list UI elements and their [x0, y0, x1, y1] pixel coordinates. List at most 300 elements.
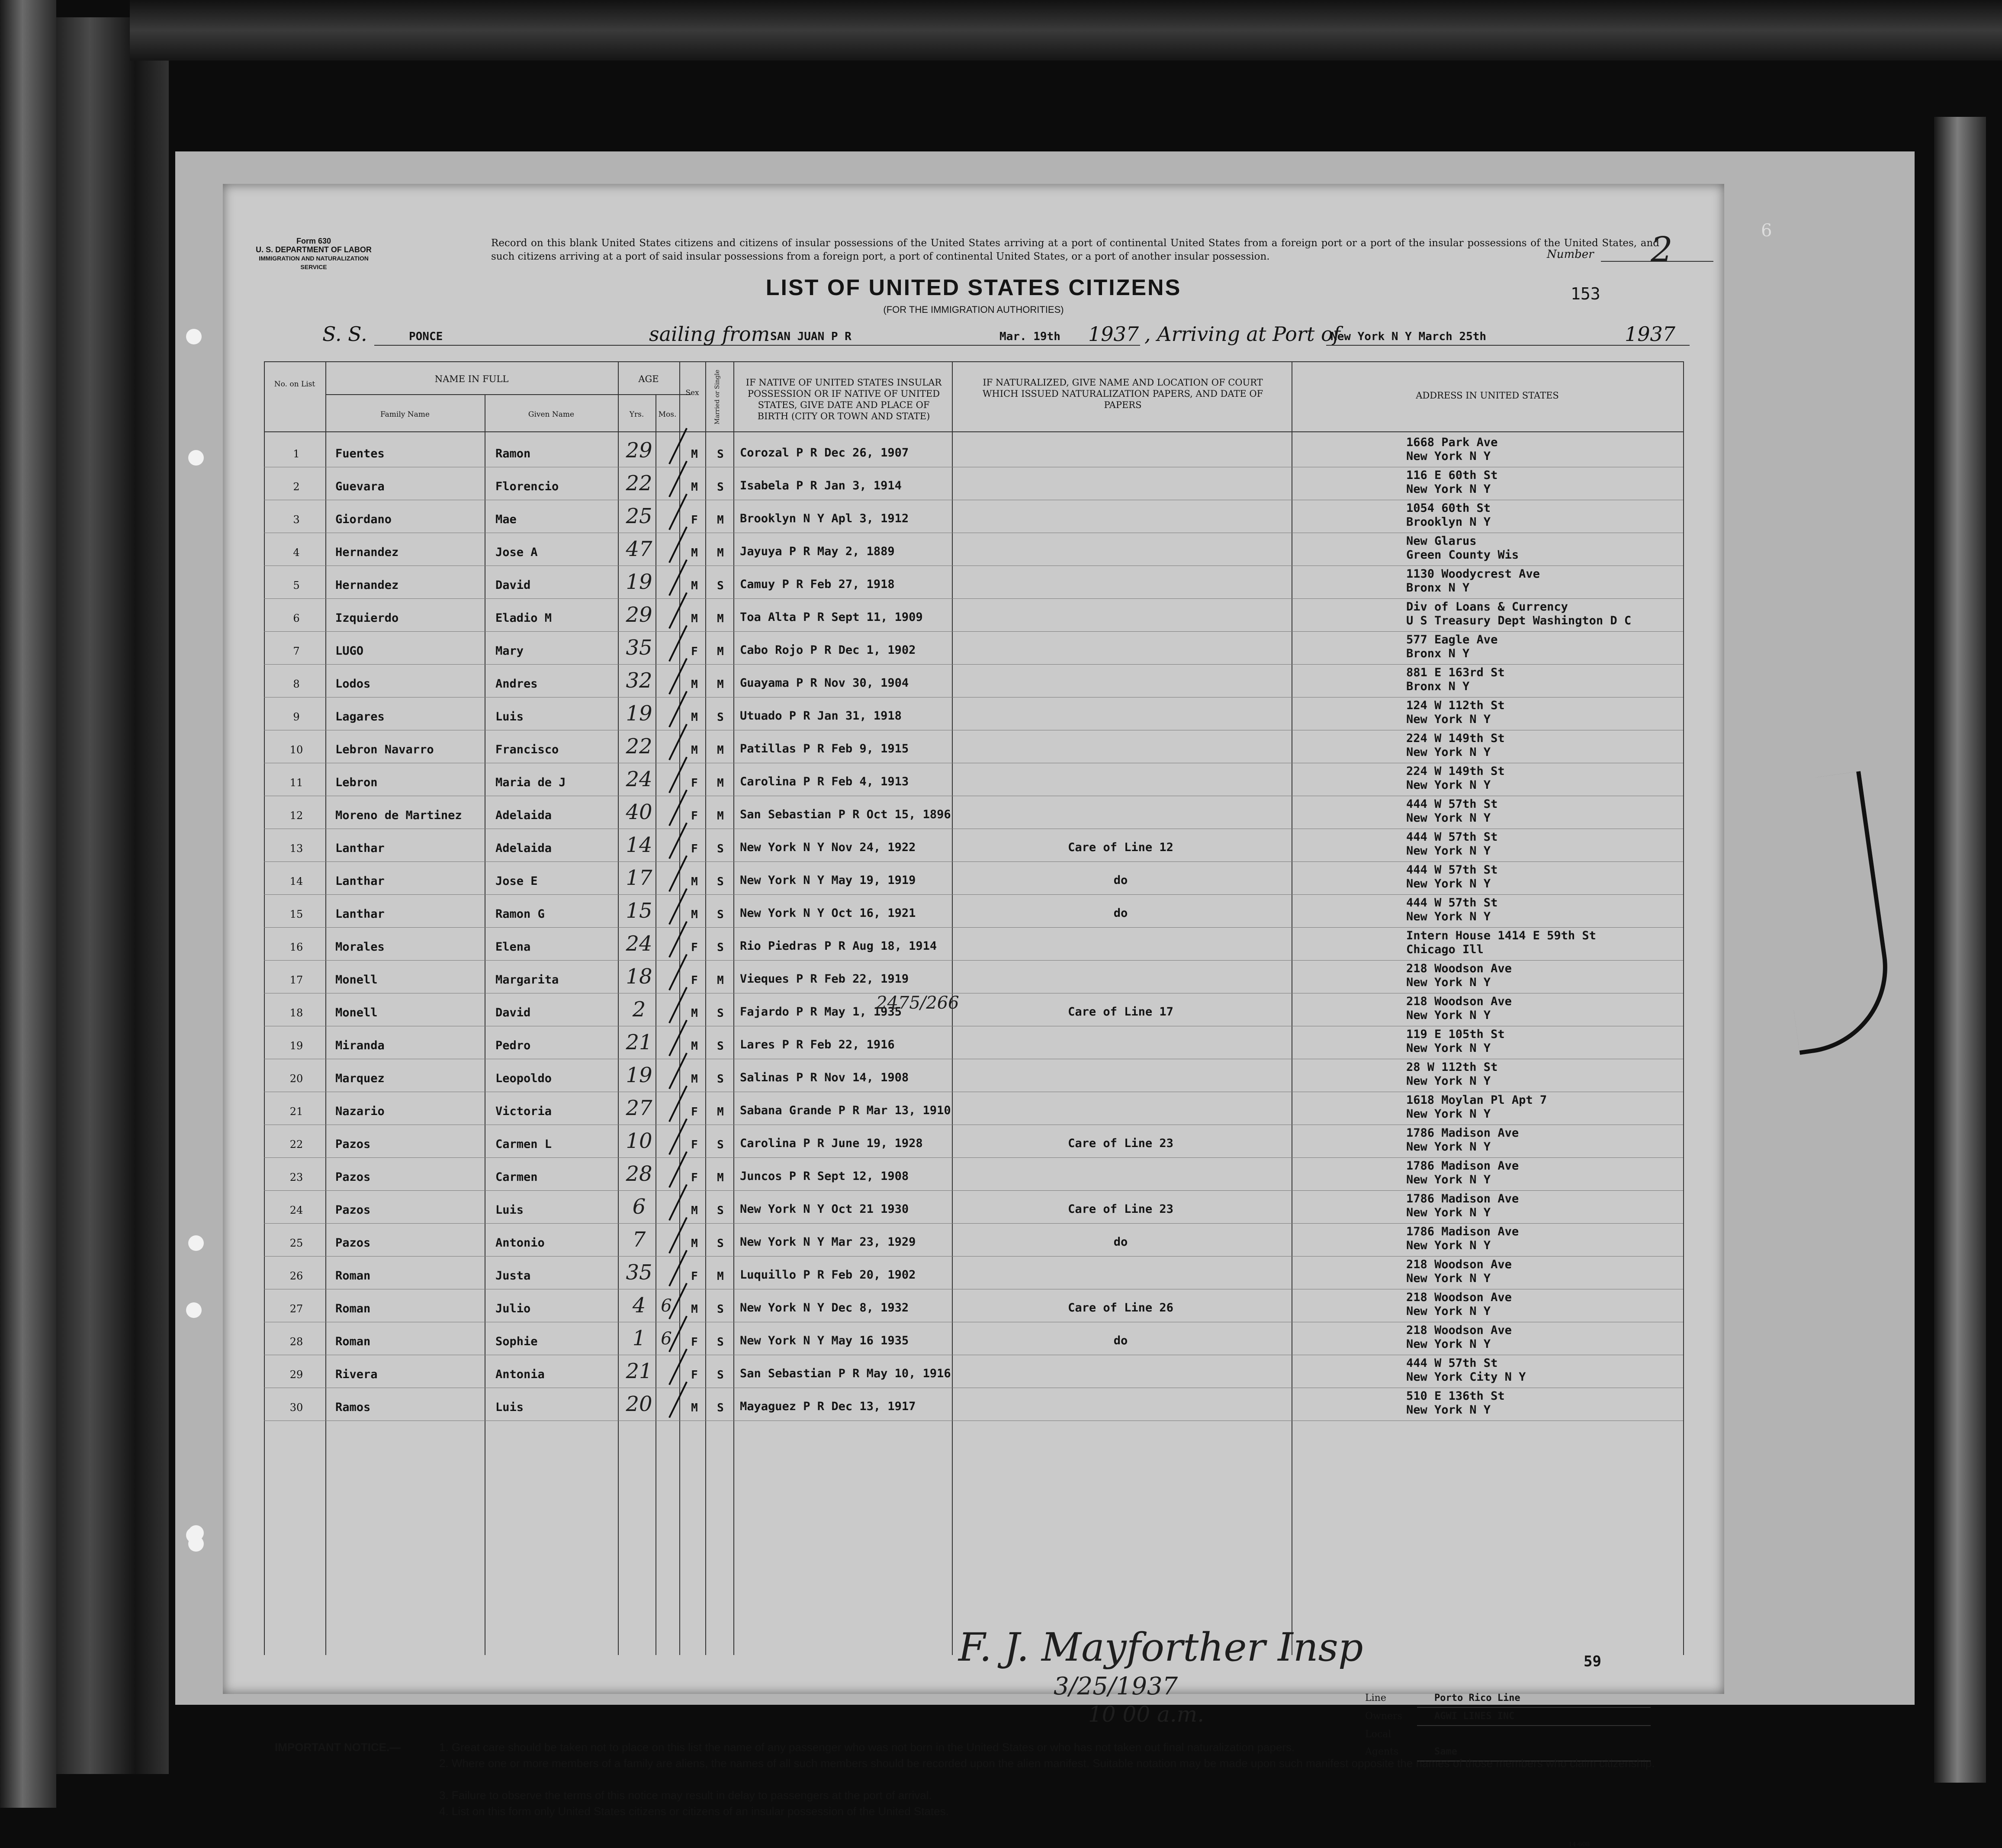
- address-line-2: New York N Y: [1406, 1403, 1491, 1417]
- punch-hole: [186, 1302, 202, 1318]
- table-row: [264, 895, 1670, 928]
- marital-status: S: [717, 1007, 724, 1020]
- family-name: Lagares: [335, 710, 385, 723]
- address-line-1: 881 E 163rd St: [1406, 666, 1505, 679]
- age-years: 21: [626, 1030, 652, 1054]
- family-name: Fuentes: [335, 447, 385, 460]
- age-years: 19: [626, 570, 652, 594]
- sex: M: [691, 1040, 698, 1053]
- arriving-label: , Arriving at Port of: [1144, 322, 1340, 346]
- sex: M: [691, 908, 698, 921]
- film-strip-left: [56, 17, 169, 1774]
- given-name: Antonia: [495, 1368, 545, 1381]
- table-row: [264, 862, 1670, 895]
- row-number: 9: [293, 711, 300, 723]
- marital-status: S: [717, 842, 724, 855]
- row-rule: [264, 631, 1683, 632]
- row-rule: [264, 664, 1683, 665]
- given-name: Luis: [495, 1203, 524, 1217]
- table-row: [264, 501, 1670, 534]
- marital-status: S: [717, 1040, 724, 1053]
- row-rule: [264, 960, 1683, 961]
- service-name: IMMIGRATION AND NATURALIZATION SERVICE: [259, 255, 369, 270]
- age-years: 4: [632, 1293, 646, 1318]
- family-name: Morales: [335, 940, 385, 954]
- sex: F: [691, 1336, 698, 1349]
- given-name: Luis: [495, 710, 524, 723]
- address-line-2: New York N Y: [1406, 778, 1491, 792]
- birth-place-date: San Sebastian P R Oct 15, 1896: [740, 808, 951, 821]
- naturalization: do: [1113, 906, 1128, 920]
- birth-place-date: New York N Y Mar 23, 1929: [740, 1235, 916, 1249]
- row-number: 10: [289, 744, 303, 756]
- row-number: 4: [293, 546, 300, 559]
- page-subtitle: (FOR THE IMMIGRATION AUTHORITIES): [883, 304, 1064, 315]
- col-header-yrs: Yrs.: [629, 410, 644, 419]
- edge-mark: 6: [1761, 221, 1772, 241]
- age-years: 29: [626, 603, 652, 627]
- table-row: [264, 1093, 1670, 1125]
- marital-status: S: [717, 941, 724, 954]
- row-number: 25: [289, 1237, 303, 1249]
- family-name: Marquez: [335, 1072, 385, 1085]
- marital-status: M: [717, 678, 724, 691]
- page-title: LIST OF UNITED STATES CITIZENS: [765, 275, 1182, 300]
- important-notice: [275, 1739, 1685, 1818]
- given-name: Antonio: [495, 1236, 545, 1250]
- address-line-1: 116 E 60th St: [1406, 469, 1498, 482]
- table-row: [264, 928, 1670, 961]
- address-line-1: 1054 60th St: [1406, 501, 1491, 515]
- punch-hole: [186, 329, 202, 344]
- birth-place-date: Sabana Grande P R Mar 13, 1910: [740, 1104, 951, 1117]
- row-number: 18: [289, 1007, 303, 1019]
- marital-status: M: [717, 1106, 724, 1118]
- age-years: 2: [632, 997, 646, 1022]
- birth-place-date: Guayama P R Nov 30, 1904: [740, 676, 909, 690]
- sex: M: [691, 481, 698, 494]
- address-line-2: New York N Y: [1406, 910, 1491, 923]
- address-line-2: New York N Y: [1406, 1074, 1491, 1088]
- line-value: Porto Rico Line: [1417, 1690, 1651, 1708]
- address-line-2: New York N Y: [1406, 1272, 1491, 1285]
- sex: M: [691, 579, 698, 592]
- age-years: 20: [626, 1392, 652, 1416]
- sex: M: [691, 1073, 698, 1086]
- birth-place-date: Cabo Rojo P R Dec 1, 1902: [740, 643, 916, 657]
- sex: M: [691, 1007, 698, 1020]
- marital-status: S: [717, 1138, 724, 1151]
- sex: F: [691, 842, 698, 855]
- address-line-1: 1786 Madison Ave: [1406, 1159, 1519, 1173]
- birth-place-date: Luquillo P R Feb 20, 1902: [740, 1268, 916, 1282]
- birth-place-date: Utuado P R Jan 31, 1918: [740, 709, 902, 723]
- sex: M: [691, 1303, 698, 1316]
- marital-status: S: [717, 448, 724, 461]
- birth-place-date: San Sebastian P R May 10, 1916: [740, 1367, 951, 1380]
- table-row: [264, 599, 1670, 632]
- film-edge-left: [0, 0, 56, 1808]
- age-years: 24: [626, 932, 652, 956]
- birth-place-date: New York N Y May 19, 1919: [740, 874, 916, 887]
- row-number: 15: [289, 908, 303, 920]
- sex: F: [691, 1270, 698, 1283]
- table-row: [264, 1257, 1670, 1290]
- header-bottom-rule: [264, 431, 1683, 432]
- intro-text: Record on this blank United States citizens and citizens of insular possessions of the United States arriving at a port of continental United States from a foreign port or a port of the insular possessions of the United States, and such citizens arriving at a port of said insular possessions from a foreign port, a port of continental United States, or a port of another insular possession.: [491, 238, 1659, 262]
- address-line-2: Brooklyn N Y: [1406, 515, 1491, 529]
- address-line-2: New York N Y: [1406, 844, 1491, 858]
- agents-label: Local Agents: [1365, 1729, 1399, 1757]
- sex: F: [691, 1171, 698, 1184]
- number-label: Number: [1547, 248, 1594, 261]
- age-years: 35: [626, 636, 652, 660]
- address-line-1: 1618 Moylan Pl Apt 7: [1406, 1093, 1547, 1107]
- ss-label: S. S.: [322, 322, 367, 346]
- sex: M: [691, 1237, 698, 1250]
- given-name: Andres: [495, 677, 538, 691]
- row17-code: 2475/266: [876, 993, 959, 1013]
- notice-item-2: 2. Where one or more members of a family are aliens, the names of all such members should be recorded upon the alien manifest. Suitable notation may be made upon such manifest opposite the names of those members who claim citizenship.: [439, 1757, 1655, 1770]
- address-line-2: New York N Y: [1406, 1337, 1491, 1351]
- address-line-1: 218 Woodson Ave: [1406, 1324, 1512, 1337]
- age-years: 22: [626, 734, 652, 758]
- address-line-2: Bronx N Y: [1406, 680, 1470, 693]
- row-number: 12: [289, 810, 303, 822]
- row-number: 21: [289, 1106, 303, 1118]
- col-header-married: Married or Single: [714, 370, 721, 425]
- given-name: Mary: [495, 644, 524, 658]
- family-name: Miranda: [335, 1039, 385, 1052]
- family-name: Lanthar: [335, 842, 385, 855]
- row-number: 19: [289, 1040, 303, 1052]
- age-years: 17: [626, 866, 652, 890]
- sex: M: [691, 711, 698, 724]
- table-row: [264, 698, 1670, 731]
- family-name: Guevara: [335, 480, 385, 493]
- family-name: Monell: [335, 1006, 378, 1019]
- given-name: Margarita: [495, 973, 559, 987]
- birth-place-date: Isabela P R Jan 3, 1914: [740, 479, 902, 492]
- owners-label: Owners: [1365, 1711, 1402, 1722]
- table-right-rule: [1683, 361, 1684, 1655]
- table-row: [264, 1125, 1670, 1158]
- sex: M: [691, 744, 698, 757]
- sex: F: [691, 1138, 698, 1151]
- given-name: Ramon: [495, 447, 531, 460]
- given-name: Julio: [495, 1302, 531, 1315]
- department-name: U. S. DEPARTMENT OF LABOR: [256, 245, 372, 254]
- sex: F: [691, 941, 698, 954]
- age-years: 40: [626, 800, 652, 824]
- year-2: 1937: [1625, 322, 1676, 346]
- given-name: Justa: [495, 1269, 531, 1282]
- address-line-2: New York N Y: [1406, 450, 1491, 463]
- row-number: 28: [289, 1336, 303, 1348]
- age-years: 1: [632, 1326, 646, 1350]
- age-years: 15: [626, 899, 652, 923]
- col-header-name: NAME IN FULL: [434, 374, 509, 384]
- age-years: 14: [626, 833, 652, 857]
- age-years: 19: [626, 701, 652, 726]
- row-number: 13: [289, 842, 303, 855]
- address-line-2: New York N Y: [1406, 1206, 1491, 1219]
- row-number: 7: [293, 645, 300, 657]
- marital-status: M: [717, 1270, 724, 1283]
- given-name: Eladio M: [495, 611, 552, 625]
- naturalization: do: [1113, 874, 1128, 887]
- col-header-address: ADDRESS IN UNITED STATES: [1416, 390, 1559, 401]
- row-number: 27: [289, 1303, 303, 1315]
- age-months: 6: [661, 1296, 672, 1316]
- sex: F: [691, 974, 698, 987]
- given-name: Victoria: [495, 1105, 552, 1118]
- marital-status: M: [717, 974, 724, 987]
- from-port: SAN JUAN P R: [770, 330, 852, 343]
- address-line-2: New York N Y: [1406, 1009, 1491, 1022]
- line-label: Line: [1365, 1693, 1386, 1703]
- sex: F: [691, 1106, 698, 1118]
- given-name: Luis: [495, 1401, 524, 1414]
- address-line-2: New York City N Y: [1406, 1370, 1526, 1384]
- address-line-1: 28 W 112th St: [1406, 1061, 1498, 1074]
- family-name: Moreno de Martinez: [335, 809, 462, 822]
- row-number: 17: [289, 974, 303, 986]
- agents-value: Same: [1417, 1743, 1651, 1761]
- given-name: Leopoldo: [495, 1072, 552, 1085]
- row-number: 29: [289, 1369, 303, 1381]
- sex: F: [691, 1369, 698, 1382]
- address-line-1: 444 W 57th St: [1406, 797, 1498, 811]
- row-number: 22: [289, 1138, 303, 1151]
- given-name: Florencio: [495, 480, 559, 493]
- family-name: Monell: [335, 973, 378, 987]
- table-row: [264, 1323, 1670, 1356]
- notice-heading: IMPORTANT NOTICE.—: [275, 1741, 401, 1754]
- row-number: 8: [293, 678, 300, 690]
- family-name: Hernandez: [335, 546, 399, 559]
- sex: M: [691, 1401, 698, 1414]
- address-line-1: 224 W 149th St: [1406, 732, 1505, 745]
- given-name: Jose E: [495, 874, 538, 888]
- birth-place-date: Rio Piedras P R Aug 18, 1914: [740, 939, 937, 953]
- col-header-birth: IF NATIVE OF UNITED STATES INSULAR POSSESSION OR IF NATIVE OF UNITED STATES, GIVE DATE AND PLACE OF BIRTH (CITY OR TOWN AND STATE): [746, 377, 942, 421]
- address-line-2: New York N Y: [1406, 1305, 1491, 1318]
- marital-status: M: [717, 777, 724, 790]
- marital-status: M: [717, 612, 724, 625]
- row-rule: [264, 1190, 1683, 1191]
- age-years: 18: [626, 964, 652, 989]
- row-number: 3: [293, 514, 300, 526]
- age-years: 32: [626, 668, 652, 693]
- marital-status: S: [717, 1336, 724, 1349]
- address-line-2: New York N Y: [1406, 976, 1491, 989]
- check-mark: [668, 428, 688, 464]
- address-line-1: 577 Eagle Ave: [1406, 633, 1498, 646]
- row-number: 6: [293, 612, 300, 624]
- age-years: 35: [626, 1260, 652, 1285]
- name-header-rule: [325, 394, 691, 395]
- age-years: 6: [632, 1195, 646, 1219]
- birth-place-date: Corozal P R Dec 26, 1907: [740, 446, 909, 460]
- row-rule: [264, 861, 1683, 862]
- row-rule: [264, 927, 1683, 928]
- age-years: 7: [632, 1228, 646, 1252]
- age-years: 27: [626, 1096, 652, 1120]
- address-line-1: 444 W 57th St: [1406, 896, 1498, 910]
- row-number: 14: [289, 875, 303, 887]
- address-line-1: Intern House 1414 E 59th St: [1406, 929, 1596, 942]
- family-name: Pazos: [335, 1203, 371, 1217]
- film-edge-top: [130, 0, 2002, 61]
- col-header-age: AGE: [638, 374, 659, 384]
- sex: M: [691, 612, 698, 625]
- address-line-2: New York N Y: [1406, 877, 1491, 890]
- form-code: 14-608: [1568, 1841, 1590, 1848]
- naturalization: Care of Line 17: [1068, 1005, 1173, 1019]
- address-line-1: New Glarus: [1406, 534, 1477, 548]
- sex: M: [691, 546, 698, 559]
- birth-place-date: New York N Y Oct 21 1930: [740, 1202, 909, 1216]
- address-line-1: 510 E 136th St: [1406, 1389, 1505, 1403]
- given-name: Mae: [495, 513, 517, 526]
- naturalization: do: [1113, 1235, 1128, 1249]
- family-name: Pazos: [335, 1138, 371, 1151]
- address-line-1: 124 W 112th St: [1406, 699, 1505, 712]
- family-name: Roman: [335, 1269, 371, 1282]
- year-1: 1937: [1088, 322, 1139, 346]
- age-years: 10: [626, 1129, 652, 1153]
- given-name: Francisco: [495, 743, 559, 756]
- birth-place-date: New York N Y Oct 16, 1921: [740, 906, 916, 920]
- sex: M: [691, 1204, 698, 1217]
- table-row: [264, 1158, 1670, 1191]
- row-number: 5: [293, 579, 300, 591]
- punch-hole: [188, 1525, 204, 1541]
- sex: F: [691, 810, 698, 823]
- notice-item-1: 1. Great care should be taken not to place on this list the name of any passenger who was not born in the United States or who has not taken out final naturalization papers.: [439, 1741, 1295, 1754]
- birth-place-date: Salinas P R Nov 14, 1908: [740, 1071, 909, 1084]
- address-line-1: 218 Woodson Ave: [1406, 962, 1512, 975]
- marital-status: S: [717, 875, 724, 888]
- address-line-2: New York N Y: [1406, 1173, 1491, 1186]
- given-name: Carmen L: [495, 1138, 552, 1151]
- family-name: Hernandez: [335, 579, 399, 592]
- address-line-2: New York N Y: [1406, 1239, 1491, 1252]
- birth-place-date: Lares P R Feb 22, 1916: [740, 1038, 895, 1051]
- given-name: David: [495, 579, 531, 592]
- address-line-1: 1786 Madison Ave: [1406, 1225, 1519, 1238]
- marital-status: S: [717, 908, 724, 921]
- table-row: [264, 797, 1670, 829]
- row-number: 2: [293, 481, 300, 493]
- film-strip-right: [1934, 117, 1986, 1783]
- form-header: [249, 237, 379, 271]
- row-rule: [264, 1223, 1683, 1224]
- address-line-1: 224 W 149th St: [1406, 765, 1505, 778]
- table-row: [264, 1388, 1670, 1421]
- sex: F: [691, 645, 698, 658]
- form-number: Form 630: [296, 237, 331, 245]
- address-line-1: 1130 Woodycrest Ave: [1406, 567, 1540, 581]
- family-name: Pazos: [335, 1170, 371, 1184]
- given-name: Jose A: [495, 546, 538, 559]
- marital-status: S: [717, 1369, 724, 1382]
- signature-time: 10 00 a.m.: [1088, 1702, 1205, 1727]
- family-name: Lanthar: [335, 907, 385, 921]
- signature-date: 3/25/1937: [1054, 1672, 1178, 1700]
- address-line-2: Green County Wis: [1406, 548, 1519, 562]
- page-stamp: 153: [1571, 284, 1600, 303]
- given-name: Adelaida: [495, 809, 552, 822]
- naturalization: Care of Line 23: [1068, 1202, 1173, 1216]
- family-name: Nazario: [335, 1105, 385, 1118]
- family-name: Roman: [335, 1335, 371, 1348]
- table-row: [264, 731, 1670, 764]
- address-line-1: 119 E 105th St: [1406, 1028, 1505, 1041]
- address-line-1: 1786 Madison Ave: [1406, 1192, 1519, 1205]
- punch-hole: [188, 450, 204, 466]
- address-line-1: Div of Loans & Currency: [1406, 600, 1568, 614]
- table-row: [264, 534, 1670, 566]
- sex: M: [691, 875, 698, 888]
- table-row: [264, 1060, 1670, 1093]
- family-name: Lodos: [335, 677, 371, 691]
- row-rule: [264, 1157, 1683, 1158]
- given-name: David: [495, 1006, 531, 1019]
- table-row: [264, 632, 1670, 665]
- birth-place-date: Carolina P R June 19, 1928: [740, 1137, 923, 1150]
- age-months: 6: [661, 1329, 672, 1349]
- age-years: 24: [626, 767, 652, 791]
- table-top-rule: [264, 361, 1683, 362]
- table-row: [264, 468, 1670, 501]
- age-years: 28: [626, 1162, 652, 1186]
- marital-status: S: [717, 1073, 724, 1086]
- address-line-2: Bronx N Y: [1406, 581, 1470, 595]
- age-years: 25: [626, 504, 652, 528]
- sex: F: [691, 777, 698, 790]
- marital-status: S: [717, 1237, 724, 1250]
- col-header-no: No. on List: [274, 380, 315, 389]
- family-name: Lebron Navarro: [335, 743, 434, 756]
- family-name: Izquierdo: [335, 611, 399, 625]
- given-name: Pedro: [495, 1039, 531, 1052]
- row-number: 23: [289, 1171, 303, 1183]
- col-header-sex: Sex: [685, 389, 699, 397]
- birth-place-date: Mayaguez P R Dec 13, 1917: [740, 1400, 916, 1413]
- address-line-2: New York N Y: [1406, 811, 1491, 825]
- row-number: 1: [293, 448, 300, 460]
- marital-status: S: [717, 481, 724, 494]
- age-years: 29: [626, 438, 652, 463]
- given-name: Sophie: [495, 1335, 538, 1348]
- marital-status: S: [717, 1303, 724, 1316]
- address-line-1: 1668 Park Ave: [1406, 436, 1498, 449]
- table-row: [264, 829, 1670, 862]
- family-name: Rivera: [335, 1368, 378, 1381]
- address-line-2: New York N Y: [1406, 482, 1491, 496]
- marital-status: S: [717, 1401, 724, 1414]
- given-name: Elena: [495, 940, 531, 954]
- row-rule: [264, 1256, 1683, 1257]
- family-name: Lebron: [335, 776, 378, 789]
- row-number: 20: [289, 1073, 303, 1085]
- birth-place-date: Patillas P R Feb 9, 1915: [740, 742, 909, 755]
- given-name: Carmen: [495, 1170, 538, 1184]
- sex: F: [691, 514, 698, 527]
- marital-status: M: [717, 645, 724, 658]
